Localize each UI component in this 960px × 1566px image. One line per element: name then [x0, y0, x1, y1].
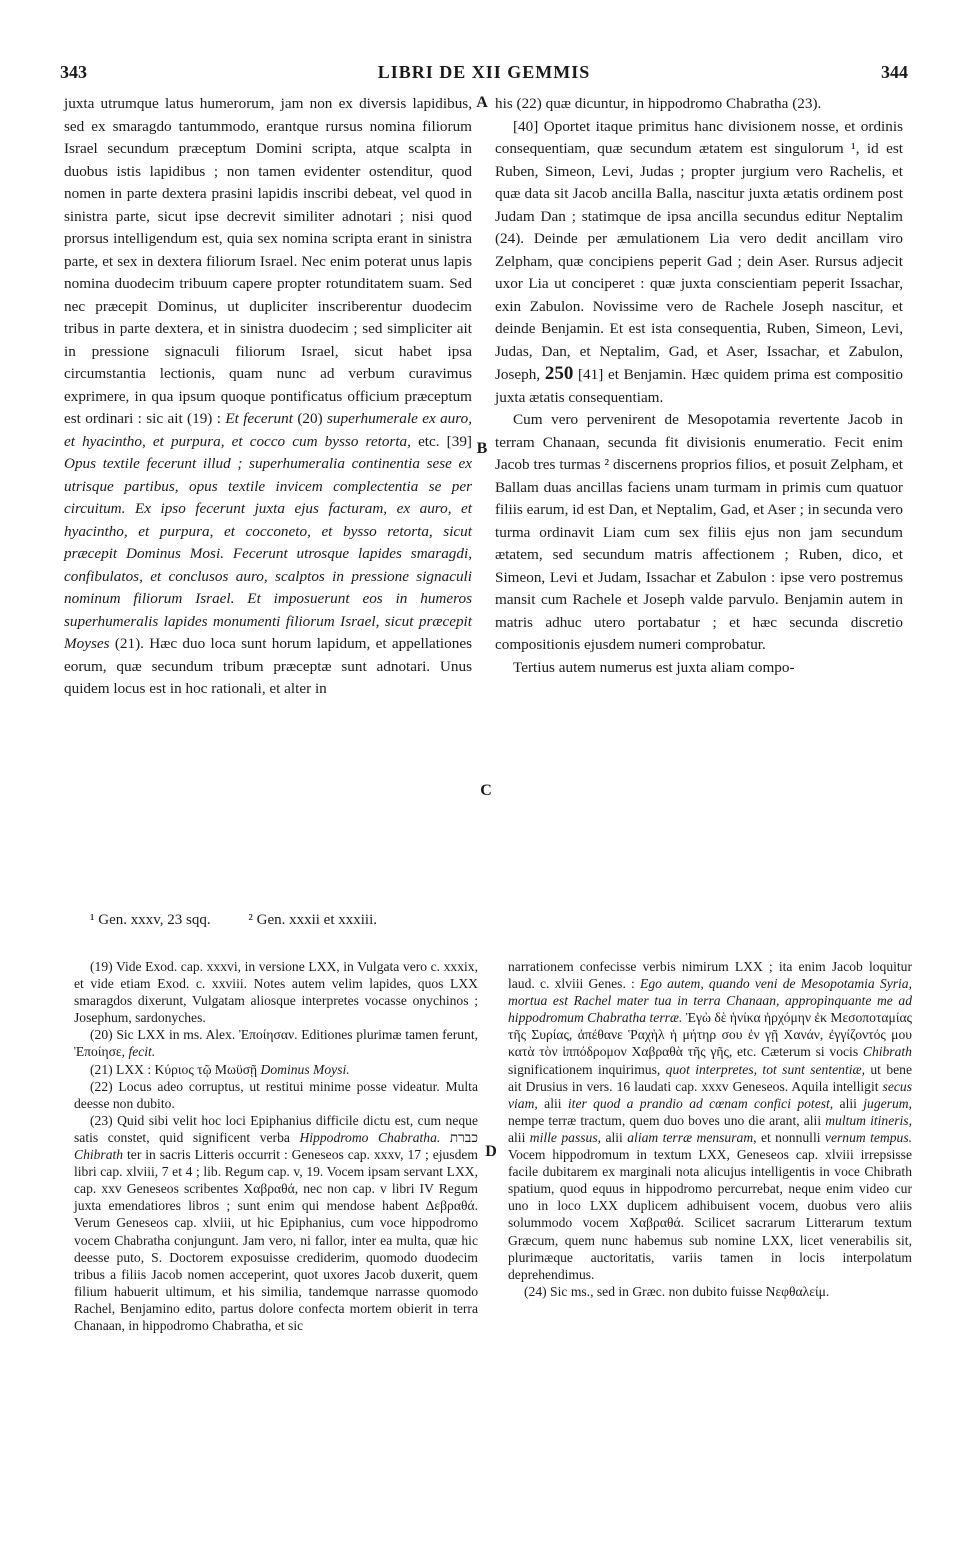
text-run: et nonnulli [756, 1129, 825, 1145]
text-run: narrationem confecisse verbis nimirum LXX ; ita enim Jacob loquitur laud. c. xlviii Genes. : [508, 959, 912, 992]
text-run: [40] Oportet itaque primitus hanc divisionem nosse, et ordinis consequentiam, quæ secundum ætatem est singulorum ¹, id est Ruben, Simeon, Levi, Judas ; propter jurgium vero Rachelis, et quæ data sit Jacob ancilla Balla, nascitur juxta ætatis ordinem post Judam Dan ; statimque de ipsa ancilla secundus editur Neptalim (24). Deinde per æmulationem Lia vero dedit ancillam viro Zelpham, quæ concipiens peperit Gad ; dein Aser. Rursus adjecit uxor Lia ut conciperet : quæ juxta conscientiam peperit Issachar, exin Zabulon. Novissime vero de Rachele Joseph nascitur, et deinde Benjamin. Et est ista consequentia, Ruben, Simeon, Levi, Judas, Dan, et Neptalim, Gad, et Aser, Issachar, et Zabulon, Joseph, [495, 117, 903, 383]
italic-text: jugerum, [863, 1095, 912, 1111]
italic-text: Ego autem, quando veni de Mesopotamia Syria, mortua est Rachel mater tua in terra Chanaan, appropinquante me ad hippodromum Chabratha terræ. [508, 976, 912, 1026]
text-run: alii [833, 1095, 864, 1111]
notes-right-column [508, 958, 912, 1300]
note-reference: (20) [292, 410, 328, 427]
text-run: significationem inquirimus, [508, 1061, 666, 1077]
italic-text: secus viam, [508, 1078, 912, 1111]
running-title: LIBRI DE XII GEMMIS [377, 62, 591, 82]
right-paragraph: Cum vero pervenirent de Mesopotamia revertente Jacob in terram Chanaan, secunda fit divisionis enumeratio. Fecit enim Jacob tres turmas ² discernens proprios filios, et posuit Zelpham, et Ballam duas ancillas faciens unam turmam in primis cum quatuor filiis earum, id est Dan, et Neptalim, Gad, et Aser ; in secunda vero turma ordinavit Liam cum sex filiis ejus non jam secundum ætatem, sed secundum matris affectionem ; Ruben, dico, et Simeon, Levi et Judam, Issachar et Zabulon : ipse vero postremus mansit cum Rachele et Joseph valde parvulo. Benjamin autem in matris adhuc utero portabatur ; et hæc secunda discretio compositionis ejusdem numeri comprobatur. [495, 411, 903, 653]
left-paragraph [64, 93, 472, 701]
right-paragraph: his (22) quæ dicuntur, in hippodromo Chabratha (23). [495, 95, 822, 112]
hebrew-text: כברת [440, 1129, 478, 1145]
note-23-continued [508, 958, 912, 1283]
main-text-left-column [64, 93, 472, 701]
italic-text: vernum tempus. [824, 1129, 913, 1145]
running-header [60, 62, 908, 86]
margin-marker-c: C [480, 782, 492, 799]
note-21 [74, 1061, 478, 1078]
italic-text: mille passus, [529, 1129, 602, 1145]
margin-marker-a: A [476, 94, 488, 111]
text-run: alii [601, 1129, 628, 1145]
quotation-text: Opus textile fecerunt illud ; superhumeralia continentia sese ex utrisque partibus, opus textile invicem complectentia se per circuitum. Ex ipso fecerunt juxta ejus facturam, ex auro, et hyacintho, et purpura, et cocconeto, et bysso retorta, sicut præcepit Dominus Mosi. Fecerunt utrosque lapides smaragdi, confibulatos, et conclusos auro, scalptos in pressione signaculi nominum filiorum Israel. Et imposuerunt eos in humeros superhumeralis lapides monumenti filiorum Israel, sicut præcepit Moyses [64, 455, 472, 652]
italic-text: quot interpretes, tot sunt sententiæ, [665, 1061, 865, 1077]
text-run: juxta utrumque latus humerorum, jam non ex diversis lapidibus, sed ex smaragdo tantummodo, erantque rursus nomina filiorum Israel secundum præceptum Domini scripta, atque scalpta in duobus istis lapidibus ; non tamen evidenter ostenditur, quod nomen in parte dextera prasini lapidis inscribi debeat, vel quod in sinistra parte, sicut ipse decrevit similiter adnotari ; nisi quod prorsus intelligendum est, quia sex nomina scripta erant in sinistra parte, et sex in dextera filiorum Israel. Nec enim poterat unus lapis nomina duodecim tribuum capere propter rotunditatem suam. Sed nec præcepit Dominus, ut dupliciter inscriberentur duodecim tribus in parte dextera, et in sinistra duodecim ; sed simpliciter ait in pressione signaculi filiorum Israel, sicut habet ipsa circumstantia lectionis, quam nunc ad verbum curavimus exprimere, in qua ipsum quoque pontificatus officium præceptum est ordinari : sic ait (19) : [64, 95, 472, 427]
greek-text: Ἐγὼ δὲ ἡνίκα ἠρχόμην ἐκ Μεσοποταμίας τῆς Συρίας, ἀπέθανε Ῥαχὴλ ἡ μήτηρ σου ἐν γῇ Χανάν, ἐγγίζοντός μου κατὰ τὸν ἱππόδρομον Χαβραθὰ τῆς γῆς, [508, 1010, 912, 1060]
text-run: (21) LXX : Κύριος τῷ Μωϋσῇ [90, 1061, 261, 1077]
italic-text: Hippodromo Chabratha. [299, 1129, 441, 1145]
italic-text: Chibrath [862, 1044, 912, 1060]
italic-text: Chibrath [74, 1147, 124, 1163]
footnotes [90, 912, 890, 929]
text-run: alii [508, 1129, 530, 1145]
note-23 [74, 1112, 478, 1334]
text-run: ut bene ait Drusius in vers. 16 laudati cap. xxxv Geneseos. Aquila intelligit [508, 1061, 912, 1094]
footnote-1: ¹ Gen. xxxv, 23 sqq. [90, 912, 211, 928]
text-run: ter in sacris Litteris occurrit : Geneseos cap. xxxv, 17 ; ejusdem libri cap. xlviii, 7 et 4 ; lib. Regum cap. v, 19. Vocem ipsam servant LXX, cap. xxv Geneseos scribentes Χαβραθά, nec non cap. v libri IV Regum juxta emendatiores libros ; sunt enim qui mendose habent Δεβραθά. Verum Geneseos cap. xlviii, ut hic Epiphanius, cum voce hippodromo vocem Chabratha conjungunt. Jam vero, ni fallor, inter ea multa, quæ hic deesse puto, S. Doctorem exposuisse crediderim, quomodo duodecim tribus a filiis Jacob nomen acceperint, quot uxores Jacob duxerit, quem filium habuerit ultimum, et his similia, tandemque narrasse quomodo Rachel, Benjamino edito, partus dolore confecta mortem obierit in terra Chanaan, in hippodromo Chabratha, et sic [74, 1147, 478, 1333]
italic-text: aliam terræ mensuram, [627, 1129, 757, 1145]
notes-left-column [74, 958, 478, 1334]
italic-text: iter quod a prandio ad cœnam confici potest, [567, 1095, 834, 1111]
text-run: (23) Quid sibi velit hoc loci Epiphanius difficile dictu est, cum neque satis constet, quid significent verba [74, 1112, 478, 1145]
right-paragraph: Tertius autem numerus est juxta aliam compo- [513, 658, 795, 676]
note-19: (19) Vide Exod. cap. xxxvi, in versione LXX, in Vulgata vero c. xxxix, et vide etiam Exod. c. xxviii. Notes autem velim lapides, quos LXX smaragdos dixerunt, Vulgatam aliosque interpretes vocasse onychinos ; Josephum, sardonyches. [74, 959, 478, 1026]
right-paragraph [495, 116, 903, 410]
text-run: Vocem hippodromum in textum LXX, Geneseos cap. xlviii irrepsisse facile dubitarem ex marginali nota alicujus intelligentis in voce Chibrath spatium, quod equus in hippodromo percurrebat, neque enim video cur uno in loco LXX duplicem adhibuisent vocem, duobus vero aliis solummodo vocem Χαβραθά. Scilicet sacrarum Litterarum textum Græcum, quem nunc habemus sub nomine LXX, licet venerabilis sit, plurimæque auctoritatis, variis tamen in locis interpolatum deprehendimus. [508, 1147, 912, 1282]
text-run: alii [537, 1095, 568, 1111]
text-run: etc. [39] [410, 432, 472, 450]
text-run: etc. Cæterum si vocis [737, 1044, 863, 1060]
margin-marker-b: B [476, 440, 488, 457]
note-22: (22) Locus adeo corruptus, ut restitui minime posse videatur. Multa deesse non dubito. [74, 1078, 478, 1111]
text-run: [41] et Benjamin. Hæc quidem prima est compositio juxta ætatis consequentiam. [495, 366, 903, 406]
text-run: (21). Hæc duo loca sunt horum lapidum, et appellationes eorum, quæ secundum tribum præceptæ sunt adnotari. Unus quidem locus est in hoc rationali, et alter in [64, 635, 472, 697]
italic-text: multum itineris, [825, 1112, 912, 1128]
quotation-text: Et fecerunt [225, 410, 293, 427]
text-run: (20) Sic LXX in ms. Alex. Ἐποίησαν. Editiones plurimæ tamen ferunt, Ἐποίησε, [74, 1027, 478, 1060]
text-run: nempe terræ tractum, quem duo boves uno die arant, alii [508, 1112, 826, 1128]
page-number-left: 343 [60, 62, 87, 82]
footnote-2: ² Gen. xxxii et xxxiii. [248, 912, 378, 928]
margin-marker-d: D [485, 1143, 497, 1160]
italic-text: fecit. [128, 1044, 156, 1060]
column-number: 250 [544, 363, 574, 384]
note-20 [74, 1026, 478, 1060]
italic-text: Dominus Moysi. [260, 1061, 350, 1077]
quotation-text: superhumerale ex auro, et hyacintho, et purpura, et cocco cum bysso retorta, [64, 410, 472, 450]
main-text-right-column [495, 93, 903, 679]
page-number-right: 344 [881, 62, 908, 82]
note-24: (24) Sic ms., sed in Græc. non dubito fuisse Νεφθαλείμ. [524, 1283, 830, 1299]
